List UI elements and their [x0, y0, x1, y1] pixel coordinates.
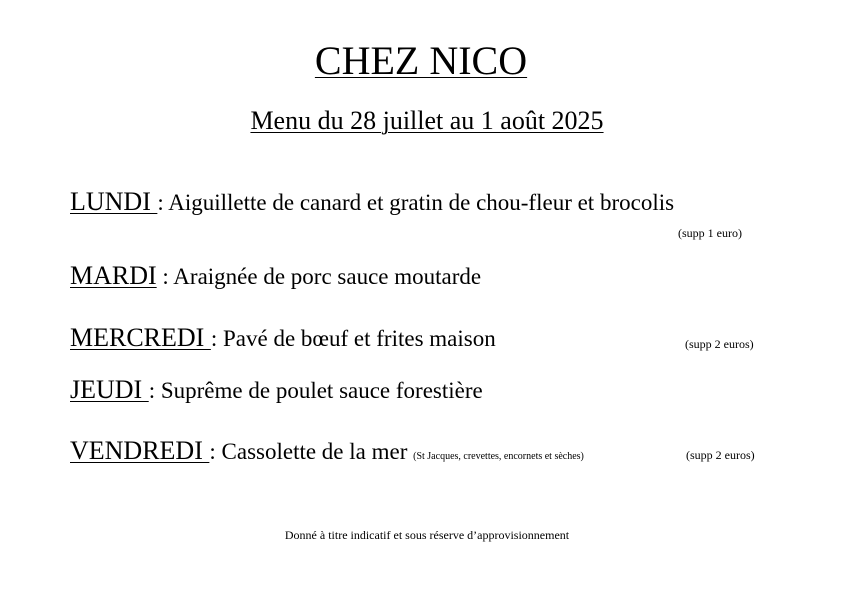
- dish-name: Cassolette de la mer: [221, 439, 414, 464]
- dish-name: Araignée de porc sauce moutarde: [173, 264, 482, 289]
- day-label: VENDREDI: [70, 436, 210, 465]
- separator: :: [210, 326, 223, 351]
- day-label: MARDI: [70, 261, 157, 290]
- menu-period: Menu du 28 juillet au 1 août 2025: [250, 106, 604, 135]
- menu-row-jeudi: [70, 376, 483, 405]
- menu-row-vendredi: [70, 437, 584, 471]
- menu-period-heading: [0, 106, 842, 136]
- separator: :: [148, 378, 161, 403]
- dish-name: Suprême de poulet sauce forestière: [160, 378, 483, 403]
- restaurant-name: CHEZ NICO: [314, 38, 528, 83]
- supplement-vendredi: (supp 2 euros): [686, 448, 755, 462]
- dish-name: Pavé de bœuf et frites maison: [222, 326, 496, 351]
- day-label: MERCREDI: [70, 323, 211, 352]
- day-label: LUNDI: [70, 187, 158, 216]
- day-label: JEUDI: [70, 375, 149, 404]
- dish-detail: (St Jacques, crevettes, encornets et sèches): [413, 451, 584, 462]
- separator: :: [209, 439, 222, 464]
- supplement-mercredi: (supp 2 euros): [685, 337, 754, 351]
- dish-name: Aiguillette de canard et gratin de chou-fleur et brocolis: [168, 190, 675, 215]
- menu-row-mercredi: [70, 324, 496, 353]
- separator: :: [156, 264, 174, 289]
- menu-row-lundi: [70, 188, 674, 217]
- supplement-lundi: (supp 1 euro): [678, 226, 742, 240]
- menu-row-mardi: [70, 262, 481, 291]
- restaurant-title: [0, 38, 842, 84]
- separator: :: [157, 190, 169, 215]
- footer-note: Donné à titre indicatif et sous réserve d’approvisionnement: [284, 528, 570, 542]
